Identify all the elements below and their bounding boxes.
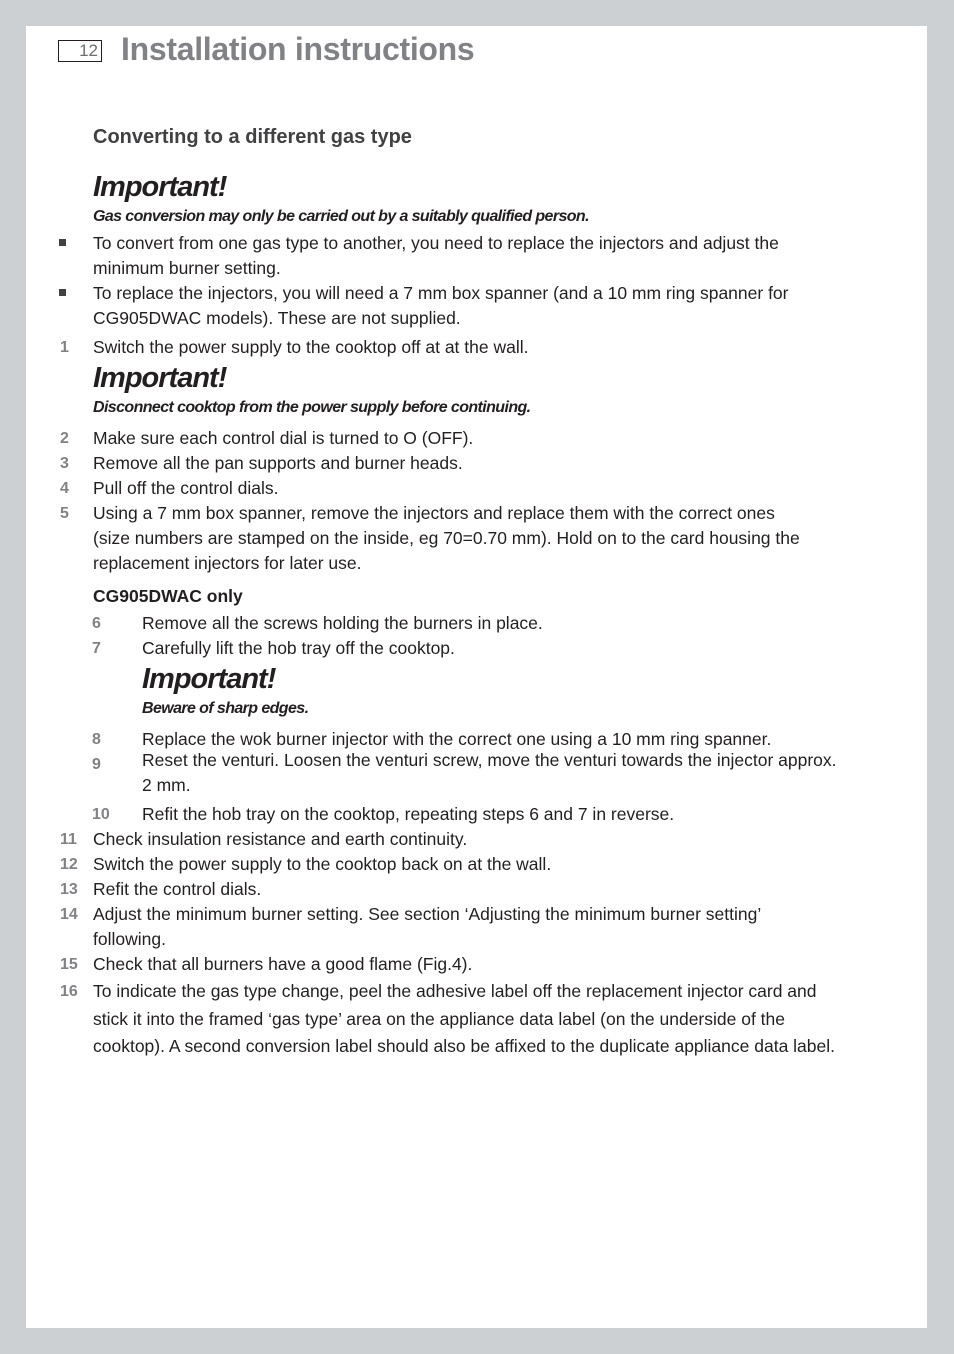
important-note: Disconnect cooktop from the power supply before continuing. [93,399,531,416]
bullet-marker [59,239,66,246]
step-text: Adjust the minimum burner setting. See section ‘Adjusting the minimum burner setting’ following. [93,904,762,949]
step-text: Remove all the pan supports and burner heads. [93,453,463,473]
step-number: 3 [60,455,69,472]
page-title: Installation instructions [121,31,475,67]
bullet-text: To replace the injectors, you will need a 7 mm box spanner (and a 10 mm ring spanner for CG905DWAC models). These are not supplied. [93,283,789,328]
step-number: 4 [60,480,69,497]
step-number: 6 [92,615,101,632]
step-text: To indicate the gas type change, peel the adhesive label off the replacement injector card and stick it into the framed ‘gas type’ area on the appliance data label (on the underside of the cooktop). A second conversion label should also be affixed to the duplicate appliance data label. [93,981,835,1056]
step-number: 10 [92,806,110,823]
step-text: Switch the power supply to the cooktop off at at the wall. [93,337,529,357]
model-subheading: CG905DWAC only [93,586,243,606]
step-text: Switch the power supply to the cooktop back on at the wall. [93,854,552,874]
step-text: Pull off the control dials. [93,478,279,498]
step-number: 16 [60,983,78,1000]
step-number: 8 [92,731,101,748]
step-text: Carefully lift the hob tray off the cooktop. [142,638,455,658]
important-note: Beware of sharp edges. [142,700,309,717]
step-text: Replace the wok burner injector with the correct one using a 10 mm ring spanner. [142,729,772,749]
step-number: 11 [60,831,77,848]
important-heading: Important! [142,663,276,695]
step-number: 12 [60,856,78,873]
bullet-text: To convert from one gas type to another, you need to replace the injectors and adjust the minimum burner setting. [93,233,779,278]
step-number: 5 [60,505,69,522]
step-text: Refit the hob tray on the cooktop, repeating steps 6 and 7 in reverse. [142,804,675,824]
manual-page [26,26,927,1328]
step-text: Reset the venturi. Loosen the venturi screw, move the venturi towards the injector approx. 2 mm. [142,750,837,795]
page-number-box: 12 [58,40,102,62]
step-number: 7 [92,640,101,657]
step-number: 1 [60,339,69,356]
step-text: Check insulation resistance and earth continuity. [93,829,468,849]
step-text: Remove all the screws holding the burners in place. [142,613,543,633]
step-number: 2 [60,430,69,447]
step-number: 9 [92,756,101,773]
section-heading: Converting to a different gas type [93,126,412,148]
step-text: Using a 7 mm box spanner, remove the injectors and replace them with the correct ones (size numbers are stamped on the inside, eg 70=0.70 mm). Hold on to the card housing the replacement injectors for later use. [93,503,800,573]
step-text: Refit the control dials. [93,879,262,899]
step-number: 15 [60,956,78,973]
step-number: 13 [60,881,78,898]
important-note: Gas conversion may only be carried out by a suitably qualified person. [93,208,589,225]
step-number: 14 [60,906,78,923]
step-text: Make sure each control dial is turned to O (OFF). [93,428,474,448]
important-heading: Important! [93,362,227,394]
step-text: Check that all burners have a good flame (Fig.4). [93,954,473,974]
important-heading: Important! [93,171,227,203]
bullet-marker [59,289,66,296]
